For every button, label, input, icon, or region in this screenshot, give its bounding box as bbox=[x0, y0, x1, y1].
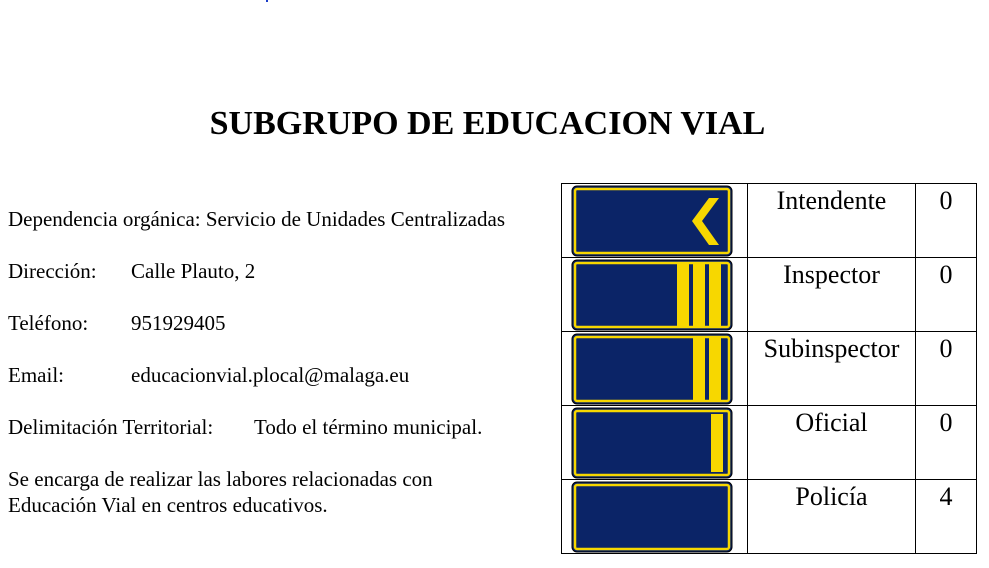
telefono-line bbox=[8, 310, 556, 336]
delimitacion-label: Delimitación Territorial: bbox=[8, 415, 214, 439]
badge-cell bbox=[562, 258, 748, 332]
badge-cell bbox=[562, 480, 748, 554]
email-label: Email: bbox=[8, 363, 64, 387]
rank-count: 0 bbox=[916, 406, 977, 480]
ranks-table bbox=[561, 183, 977, 554]
badge-cell bbox=[562, 406, 748, 480]
rank-name: Policía bbox=[748, 480, 916, 554]
rank-row-inspector bbox=[562, 258, 977, 332]
rank-row-intendente bbox=[562, 184, 977, 258]
page-title: SUBGRUPO DE EDUCACION VIAL bbox=[209, 105, 766, 142]
rank-count: 0 bbox=[916, 332, 977, 406]
plain-insignia-icon bbox=[571, 481, 733, 553]
two-bars-insignia-icon bbox=[571, 333, 733, 405]
rank-name: Inspector bbox=[748, 258, 916, 332]
rank-count: 0 bbox=[916, 258, 977, 332]
email-value: educacionvial.plocal@malaga.eu bbox=[131, 363, 410, 387]
direccion-value: Calle Plauto, 2 bbox=[131, 259, 256, 283]
rank-name: Oficial bbox=[748, 406, 916, 480]
delimitacion-line bbox=[8, 414, 556, 440]
rank-row-oficial bbox=[562, 406, 977, 480]
descripcion-line-1: Se encarga de realizar las labores relacionadas con bbox=[8, 467, 433, 491]
dependencia-line: Dependencia orgánica: Servicio de Unidades Centralizadas bbox=[8, 207, 505, 231]
badge-cell bbox=[562, 184, 748, 258]
descripcion bbox=[8, 466, 556, 518]
info-section bbox=[8, 206, 556, 518]
one-bar-insignia-icon bbox=[571, 407, 733, 479]
telefono-value: 951929405 bbox=[131, 311, 226, 335]
decorative-dot bbox=[266, 0, 268, 2]
rank-name: Subinspector bbox=[748, 332, 916, 406]
rank-count: 0 bbox=[916, 184, 977, 258]
badge-cell bbox=[562, 332, 748, 406]
rank-row-subinspector bbox=[562, 332, 977, 406]
three-bars-insignia-icon bbox=[571, 259, 733, 331]
direccion-line bbox=[8, 258, 556, 284]
telefono-label: Teléfono: bbox=[8, 311, 89, 335]
chevron-insignia-icon bbox=[571, 185, 733, 257]
rank-row-policia bbox=[562, 480, 977, 554]
direccion-label: Dirección: bbox=[8, 259, 97, 283]
email-line bbox=[8, 362, 556, 388]
descripcion-line-2: Educación Vial en centros educativos. bbox=[8, 493, 328, 517]
delimitacion-value: Todo el término municipal. bbox=[254, 415, 483, 439]
rank-name: Intendente bbox=[748, 184, 916, 258]
rank-count: 4 bbox=[916, 480, 977, 554]
